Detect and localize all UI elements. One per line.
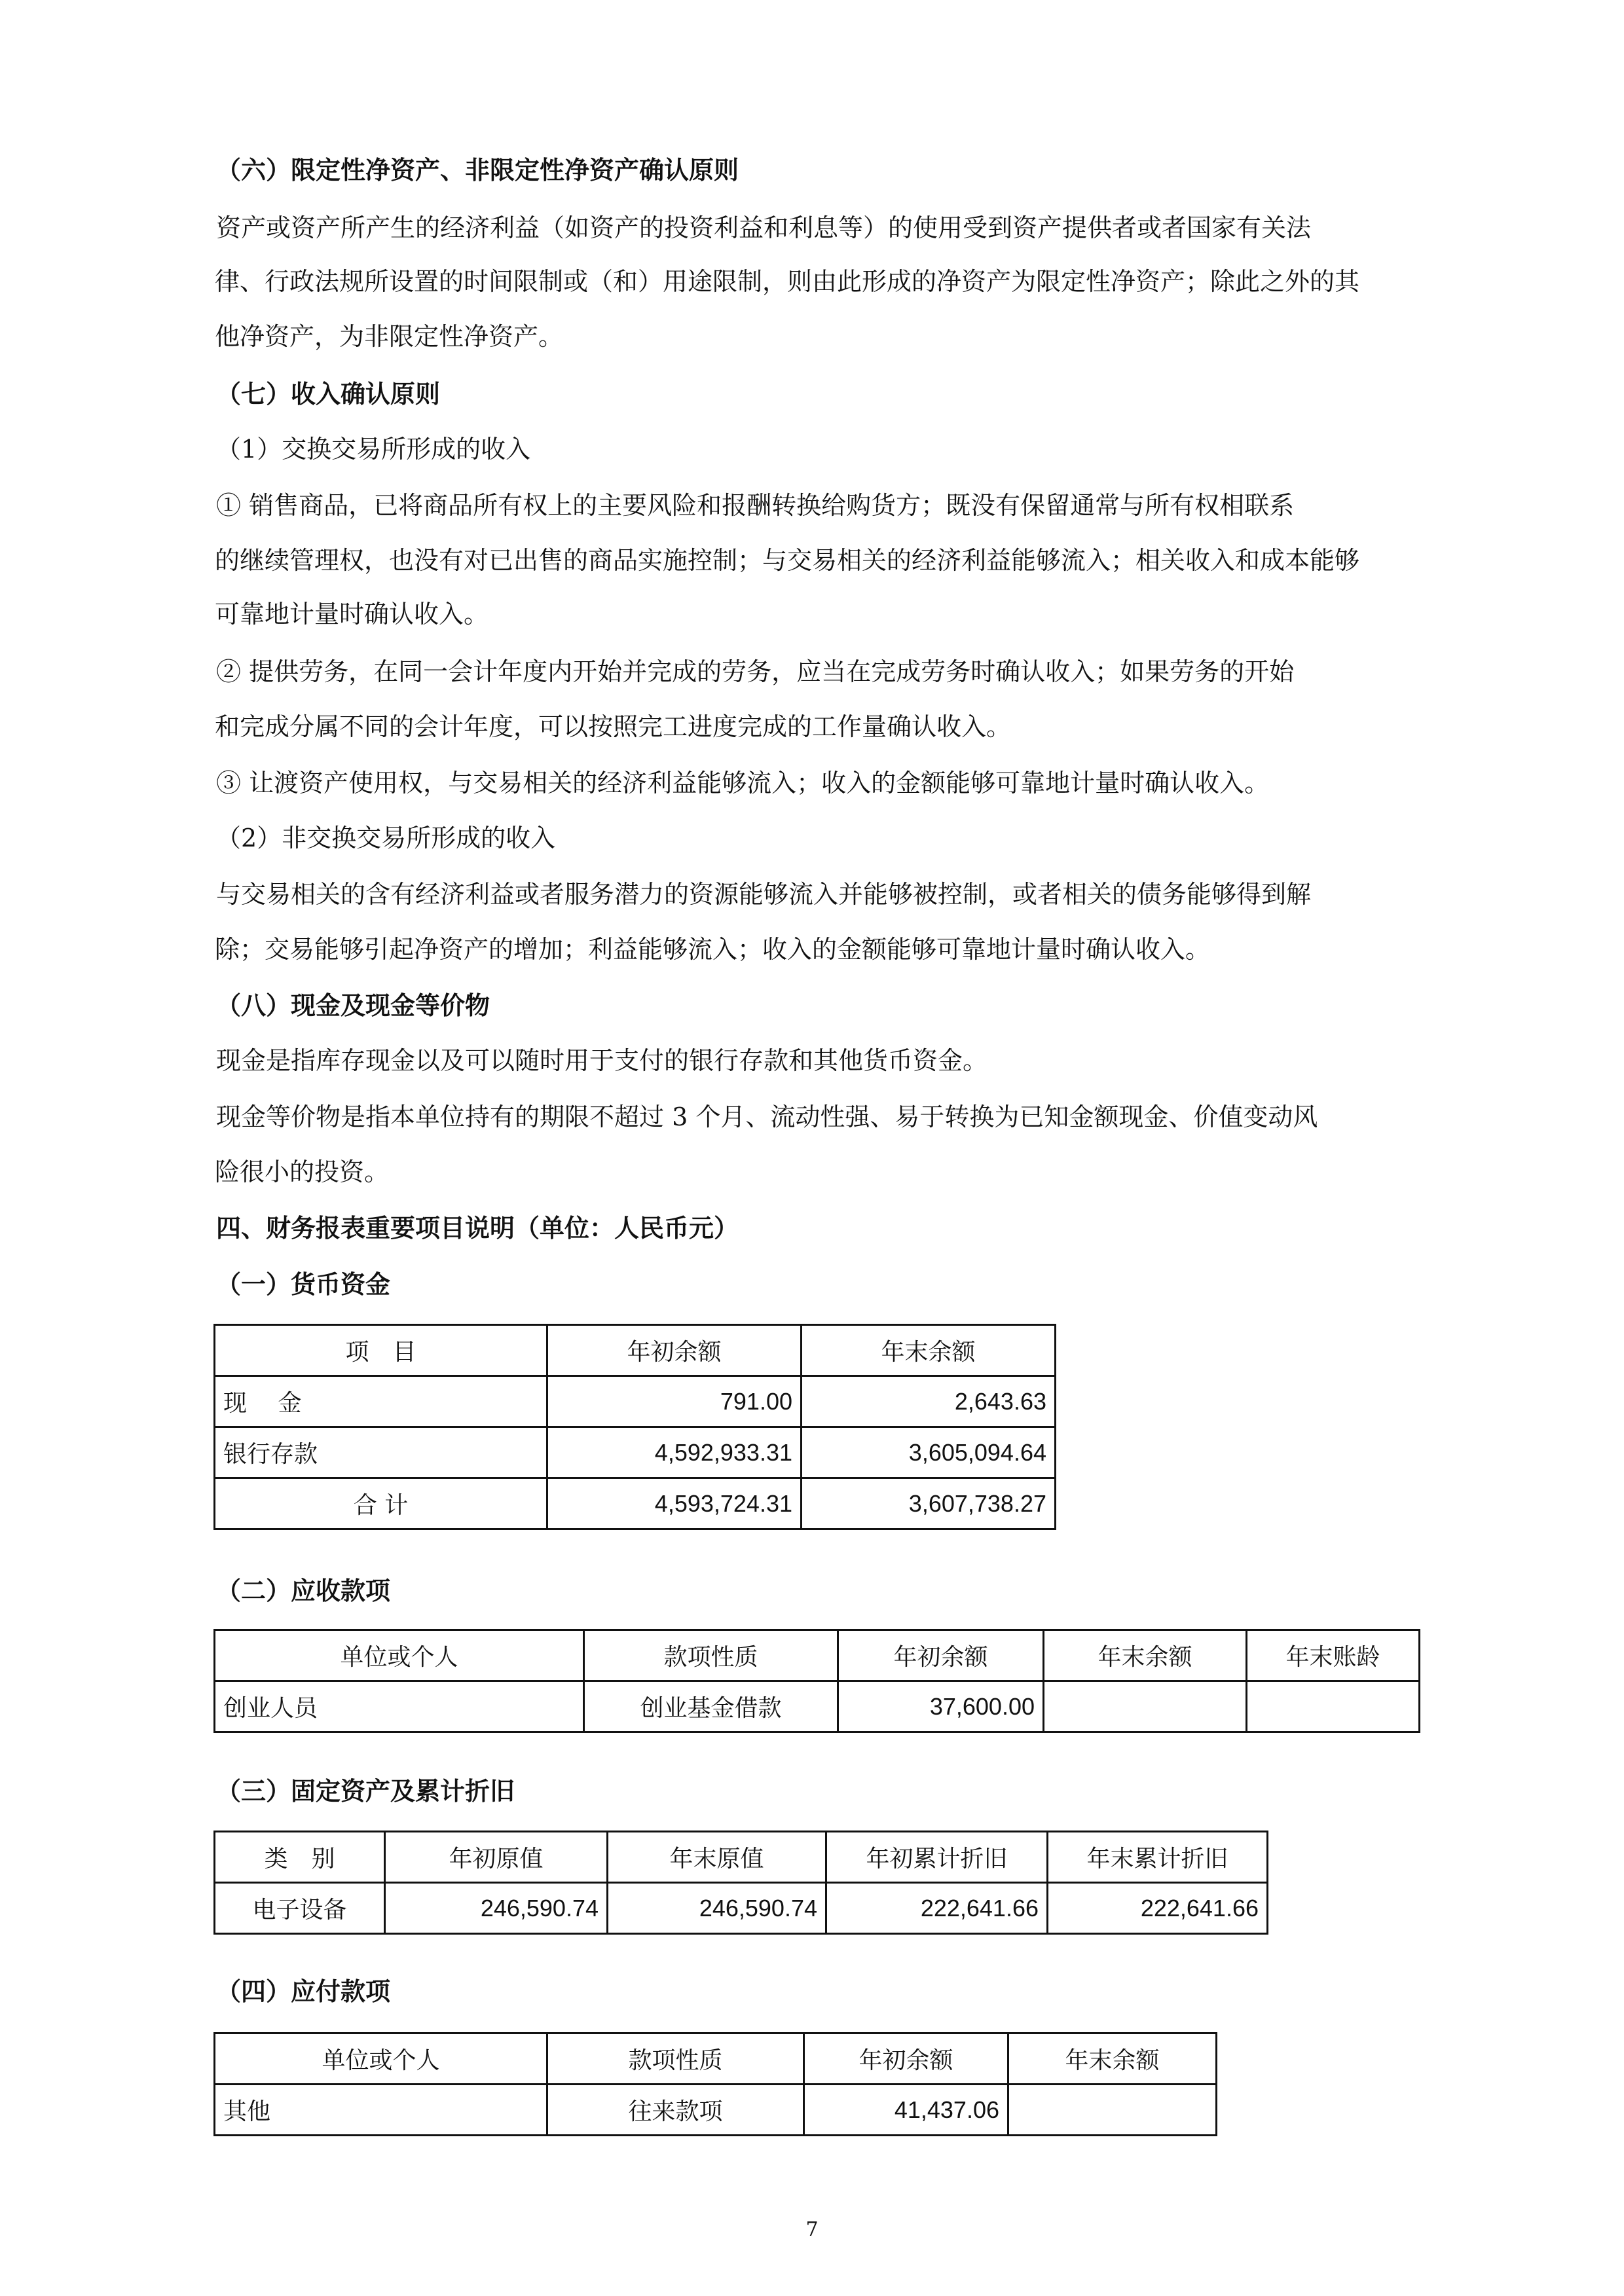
nature-cell: 创业基金借款	[584, 1681, 838, 1732]
table-total-row	[215, 1478, 1056, 1529]
column-header: 年末余额	[1044, 1630, 1247, 1681]
column-header: 年末账龄	[1247, 1630, 1420, 1681]
column-header: 年末余额	[1008, 2033, 1217, 2085]
amount-cell: 3,607,738.27	[802, 1478, 1056, 1529]
row-label: 合 计	[215, 1478, 547, 1529]
row-label: 现 金	[215, 1376, 547, 1427]
amount-cell: 2,643.63	[802, 1376, 1056, 1427]
aging-cell	[1247, 1681, 1420, 1732]
payables-table	[213, 2032, 1217, 2136]
row-label: 创业人员	[215, 1681, 584, 1732]
amount-cell: 246,590.74	[385, 1883, 608, 1934]
table-header-row	[215, 1832, 1268, 1883]
column-header: 单位或个人	[215, 2033, 547, 2085]
table-row	[215, 1681, 1420, 1732]
amount-cell: 791.00	[547, 1376, 802, 1427]
amount-cell: 222,641.66	[1048, 1883, 1268, 1934]
column-header: 年末累计折旧	[1048, 1832, 1268, 1883]
column-header: 年末余额	[802, 1325, 1056, 1376]
table-row	[215, 2085, 1217, 2136]
cash-table	[213, 1324, 1056, 1530]
amount-cell: 222,641.66	[826, 1883, 1048, 1934]
amount-cell: 41,437.06	[804, 2085, 1008, 2136]
table-row	[215, 1376, 1056, 1427]
page-number: 7	[805, 2218, 819, 2241]
column-header: 年初余额	[838, 1630, 1044, 1681]
amount-cell	[1044, 1681, 1247, 1732]
amount-cell: 3,605,094.64	[802, 1427, 1056, 1478]
amount-cell	[1008, 2085, 1217, 2136]
amount-cell: 4,592,933.31	[547, 1427, 802, 1478]
row-label: 电子设备	[215, 1883, 385, 1934]
column-header: 年初余额	[547, 1325, 802, 1376]
table-row	[215, 1427, 1056, 1478]
amount-cell: 4,593,724.31	[547, 1478, 802, 1529]
table-header-row	[215, 1325, 1056, 1376]
table-header-row	[215, 1630, 1420, 1681]
column-header: 年末原值	[608, 1832, 826, 1883]
column-header: 单位或个人	[215, 1630, 584, 1681]
row-label: 银行存款	[215, 1427, 547, 1478]
receivables-table	[213, 1629, 1420, 1733]
row-label: 其他	[215, 2085, 547, 2136]
table-header-row	[215, 2033, 1217, 2085]
nature-cell: 往来款项	[547, 2085, 804, 2136]
table-row	[215, 1883, 1268, 1934]
column-header: 年初原值	[385, 1832, 608, 1883]
column-header: 类 别	[215, 1832, 385, 1883]
column-header: 项 目	[215, 1325, 547, 1376]
column-header: 款项性质	[584, 1630, 838, 1681]
column-header: 年初余额	[804, 2033, 1008, 2085]
fixed-assets-table	[213, 1831, 1268, 1935]
amount-cell: 246,590.74	[608, 1883, 826, 1934]
column-header: 款项性质	[547, 2033, 804, 2085]
amount-cell: 37,600.00	[838, 1681, 1044, 1732]
column-header: 年初累计折旧	[826, 1832, 1048, 1883]
